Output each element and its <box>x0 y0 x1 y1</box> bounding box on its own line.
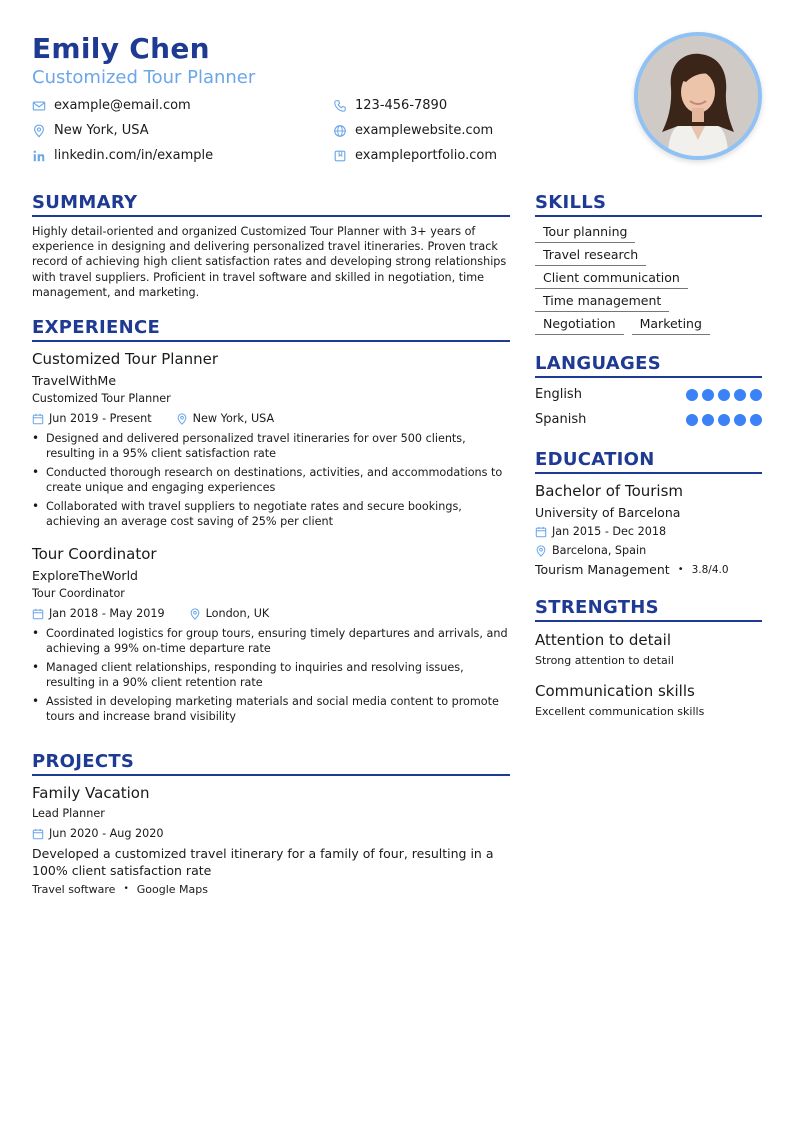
project-name: Family Vacation <box>32 784 150 803</box>
language-level-dots <box>682 414 762 426</box>
skill-tag: Tour planning <box>535 222 635 243</box>
portfolio-icon <box>333 149 347 163</box>
level-dot <box>718 389 730 401</box>
languages-heading: LANGUAGES <box>535 353 762 378</box>
education-field-row <box>535 561 762 579</box>
experience-item <box>32 544 510 724</box>
calendar-icon <box>535 526 547 538</box>
strength-title: Attention to detail <box>535 631 671 649</box>
education-school: University of Barcelona <box>535 505 681 520</box>
field-separator: • <box>677 564 684 575</box>
project-item <box>32 783 510 897</box>
candidate-role: Customized Tour Planner <box>32 67 256 88</box>
contact-location <box>32 121 333 140</box>
contact-portfolio[interactable] <box>333 146 593 165</box>
list-item: • Assisted in developing marketing materials and social media content to promote tours and increase brand visibility <box>32 694 510 724</box>
job-location: London, UK <box>205 607 270 621</box>
level-dot <box>702 389 714 401</box>
skill-tag: Travel research <box>535 245 646 266</box>
job-dates: Jan 2018 - May 2019 <box>49 607 165 621</box>
calendar-icon <box>32 413 44 425</box>
strengths-heading: STRENGTHS <box>535 597 762 622</box>
contact-linkedin[interactable] <box>32 146 333 165</box>
projects-heading: PROJECTS <box>32 751 510 776</box>
job-bullets <box>32 431 510 529</box>
calendar-icon <box>32 608 44 620</box>
job-meta <box>32 411 510 427</box>
level-dot <box>686 414 698 426</box>
portfolio-text: exampleportfolio.com <box>355 148 497 163</box>
education-dates: Jan 2015 - Dec 2018 <box>552 525 667 538</box>
level-dot <box>750 414 762 426</box>
globe-icon <box>333 124 347 138</box>
contact-website[interactable] <box>333 121 593 140</box>
language-row <box>535 407 762 432</box>
job-title: Customized Tour Planner <box>32 350 219 369</box>
phone-text: 123-456-7890 <box>355 98 448 113</box>
job-meta <box>32 606 510 622</box>
strength-desc: Strong attention to detail <box>535 654 674 667</box>
linkedin-icon <box>32 149 46 163</box>
education-location: Barcelona, Spain <box>552 544 647 557</box>
skill-tag: Time management <box>535 291 669 312</box>
location-pin-icon <box>535 545 547 557</box>
project-role: Lead Planner <box>32 807 105 821</box>
contact-list <box>32 96 612 165</box>
language-row <box>535 382 762 407</box>
email-icon <box>32 99 46 113</box>
avatar <box>638 36 758 156</box>
project-tag: Travel software <box>32 883 116 897</box>
list-item: • Managed client relationships, responding to inquiries and resolving issues, resulting in a 90% client retention rate <box>32 660 510 690</box>
project-dates: Jun 2020 - Aug 2020 <box>49 827 164 841</box>
language-name: English <box>535 387 582 402</box>
list-item: • Coordinated logistics for group tours, ensuring timely departures and arrivals, and achieving a 99% on-time departure rate <box>32 626 510 656</box>
skills-list <box>535 222 762 337</box>
location-pin-icon <box>176 413 188 425</box>
project-description: Developed a customized travel itinerary for a family of four, resulting in a 100% client satisfaction rate <box>32 846 494 879</box>
level-dot <box>686 389 698 401</box>
summary-heading: SUMMARY <box>32 192 510 217</box>
level-dot <box>718 414 730 426</box>
website-text: examplewebsite.com <box>355 123 494 138</box>
education-degree: Bachelor of Tourism <box>535 482 684 500</box>
level-dot <box>750 389 762 401</box>
list-item: • Designed and delivered personalized travel itineraries for over 500 clients, resulting in a 95% client satisfaction rate <box>32 431 510 461</box>
email-text: example@email.com <box>54 98 191 113</box>
location-text: New York, USA <box>54 123 149 138</box>
education-heading: EDUCATION <box>535 449 762 474</box>
education-dates-row <box>535 524 762 540</box>
resume-header <box>32 30 612 165</box>
experience-heading: EXPERIENCE <box>32 317 510 342</box>
experience-item <box>32 349 510 529</box>
calendar-icon <box>32 828 44 840</box>
skill-tag: Client communication <box>535 268 688 289</box>
linkedin-text: linkedin.com/in/example <box>54 148 214 163</box>
level-dot <box>702 414 714 426</box>
location-pin-icon <box>189 608 201 620</box>
level-dot <box>734 389 746 401</box>
list-item: • Collaborated with travel suppliers to negotiate rates and secure bookings, achieving an average cost saving of 25% per client <box>32 499 510 529</box>
level-dot <box>734 414 746 426</box>
contact-email[interactable] <box>32 96 333 115</box>
list-item: • Conducted thorough research on destinations, activities, and accommodations to create unique and engaging experiences <box>32 465 510 495</box>
strength-item <box>535 681 762 719</box>
language-level-dots <box>682 389 762 401</box>
skill-tag: Negotiation <box>535 314 624 335</box>
job-location: New York, USA <box>192 412 275 426</box>
job-position: Tour Coordinator <box>32 587 125 601</box>
skills-heading: SKILLS <box>535 192 762 217</box>
project-tags <box>32 882 510 897</box>
tag-separator: • <box>123 884 129 895</box>
education-item <box>535 481 762 579</box>
job-position: Customized Tour Planner <box>32 392 171 406</box>
strength-desc: Excellent communication skills <box>535 705 705 718</box>
company-name: ExploreTheWorld <box>32 568 138 584</box>
job-dates: Jun 2019 - Present <box>49 412 152 426</box>
skill-tag: Marketing <box>632 314 710 335</box>
education-field: Tourism Management <box>535 562 670 577</box>
languages-list <box>535 382 762 432</box>
project-tag: Google Maps <box>136 883 208 897</box>
job-bullets <box>32 626 510 724</box>
right-column <box>535 192 762 719</box>
location-pin-icon <box>32 124 46 138</box>
strength-item <box>535 630 762 668</box>
language-name: Spanish <box>535 412 587 427</box>
strength-title: Communication skills <box>535 682 695 700</box>
job-title: Tour Coordinator <box>32 545 157 564</box>
company-name: TravelWithMe <box>32 373 117 389</box>
project-meta <box>32 826 510 842</box>
education-location-row <box>535 543 762 559</box>
profile-photo <box>634 32 762 160</box>
phone-icon <box>333 99 347 113</box>
contact-phone[interactable] <box>333 96 593 115</box>
candidate-name: Emily Chen <box>32 32 210 65</box>
education-gpa: 3.8/4.0 <box>691 564 729 576</box>
summary-text: Highly detail-oriented and organized Customized Tour Planner with 3+ years of experience in designing and delivering personalized travel itineraries. Proven track record of achieving high client satisfaction rates and developing strong relationships with travel suppliers. Proficient in travel software and skilled in negotiation, time management, and marketing. <box>32 225 507 299</box>
left-column <box>32 192 510 897</box>
